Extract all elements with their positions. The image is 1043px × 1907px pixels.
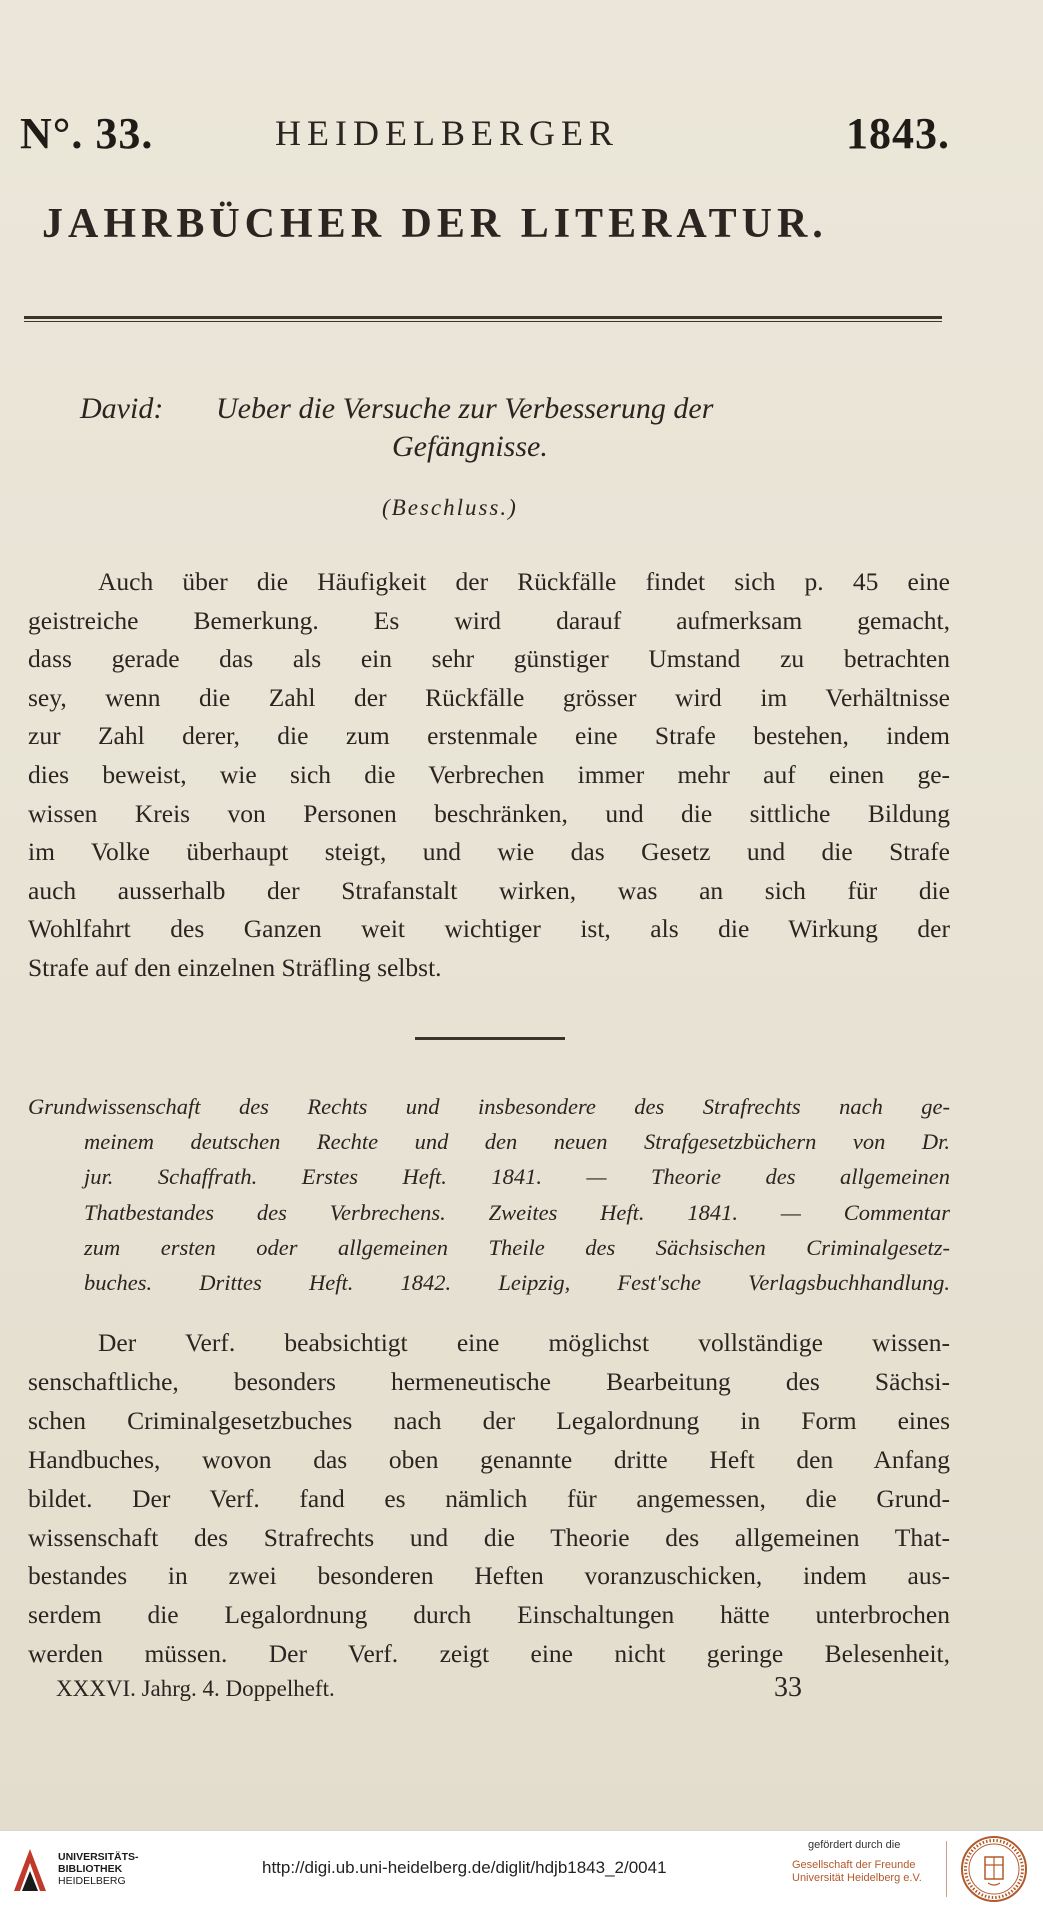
- article-title-line-2: Gefängnisse.: [392, 430, 548, 463]
- volume-signature: XXXVI. Jahrg. 4. Doppelheft.: [56, 1676, 335, 1701]
- text-line: werden müssen. Der Verf. zeigt eine nicht geringe Belesenheit,: [28, 1639, 950, 1669]
- article-author: David:: [80, 392, 164, 425]
- conclusion-note: (Beschluss.): [382, 495, 518, 520]
- text-line: serdem die Legalordnung durch Einschaltungen hätte unterbrochen: [28, 1600, 950, 1630]
- reference-line: buches. Drittes Heft. 1842. Leipzig, Fest'sche Verlagsbuchhandlung.: [84, 1270, 950, 1296]
- text-line: schen Criminalgesetzbuches nach der Legalordnung in Form eines: [28, 1405, 950, 1435]
- university-seal-icon: [960, 1835, 1028, 1903]
- issue-year: 1843.: [846, 109, 950, 158]
- reference-line: meinem deutschen Rechte und den neuen Strafgesetzbüchern von Dr.: [84, 1129, 950, 1155]
- sponsor-credit: [792, 1839, 922, 1885]
- text-line: geistreiche Bemerkung. Es wird darauf aufmerksam gemacht,: [28, 605, 950, 635]
- text-line: wissenschaft des Strafrechts und die Theorie des allgemeinen That-: [28, 1522, 950, 1552]
- reference-line: zum ersten oder allgemeinen Theile des Sächsischen Criminalgesetz-: [84, 1234, 950, 1260]
- text-line: Der Verf. beabsichtigt eine möglichst vollständige wissen-: [98, 1328, 950, 1357]
- text-line: sey, wenn die Zahl der Rückfälle grösser wird im Verhältnisse: [28, 682, 950, 712]
- text-line: im Volke überhaupt steigt, und wie das Gesetz und die Strafe: [28, 837, 950, 867]
- permalink-link[interactable]: http://digi.ub.uni-heidelberg.de/diglit/hdjb1843_2/0041: [262, 1858, 667, 1877]
- article-body-2: [28, 1324, 950, 1674]
- text-line: wissen Kreis von Personen beschränken, und die sittliche Bildung: [28, 798, 950, 828]
- text-line: dass gerade das als ein sehr günstiger Umstand zu betrachten: [28, 644, 950, 674]
- masthead-rule: [24, 316, 942, 322]
- reference-line: Thatbestandes des Verbrechens. Zweites Heft. 1841. — Commentar: [84, 1199, 950, 1225]
- text-line: Handbuches, wovon das oben genannte dritte Heft den Anfang: [28, 1444, 950, 1474]
- text-line: bildet. Der Verf. fand es nämlich für angemessen, die Grund-: [28, 1483, 950, 1513]
- issue-number: N°. 33.: [20, 109, 154, 158]
- text-line: Wohlfahrt des Ganzen weit wichtiger ist, als die Wirkung der: [28, 914, 950, 944]
- sheet-number: 33: [774, 1672, 802, 1703]
- text-line: auch ausserhalb der Strafanstalt wirken, was an sich für die: [28, 875, 950, 905]
- text-line: senschaftliche, besonders hermeneutische Bearbeitung des Sächsi-: [28, 1366, 950, 1396]
- text-line: bestandes in zwei besonderen Heften voranzuschicken, indem aus-: [28, 1561, 950, 1591]
- section-divider: [415, 1037, 565, 1040]
- sponsor-heading: gefördert durch die: [808, 1839, 901, 1851]
- reference-line: jur. Schaffrath. Erstes Heft. 1841. — Theorie des allgemeinen: [84, 1164, 950, 1190]
- reference-line: Grundwissenschaft des Rechts und insbesondere des Strafrechts nach ge-: [28, 1094, 950, 1119]
- footer-divider: [946, 1841, 947, 1897]
- journal-title: JAHRBÜCHER DER LITERATUR.: [42, 201, 828, 247]
- text-line: Auch über die Häufigkeit der Rückfälle findet sich p. 45 eine: [98, 567, 950, 596]
- masthead: [20, 108, 950, 164]
- text-line: zur Zahl derer, die zum erstenmale eine Strafe bestehen, indem: [28, 721, 950, 751]
- article-body-1: [28, 563, 950, 988]
- library-name: [58, 1851, 139, 1887]
- book-reference: [28, 1089, 950, 1300]
- library-name-line: UNIVERSITÄTS-: [58, 1851, 139, 1863]
- sponsor-name-line: Gesellschaft der Freunde: [792, 1859, 916, 1871]
- text-line: Strafe auf den einzelnen Sträfling selbst.: [28, 952, 442, 982]
- library-name-line: HEIDELBERG: [58, 1875, 126, 1887]
- library-logo-icon: [10, 1845, 50, 1895]
- library-name-line: BIBLIOTHEK: [58, 1863, 123, 1875]
- masthead-title: HEIDELBERGER: [275, 113, 619, 153]
- digitization-footer: [0, 1830, 1043, 1907]
- sponsor-name-line: Universität Heidelberg e.V.: [792, 1872, 922, 1884]
- text-line: dies beweist, wie sich die Verbrechen immer mehr auf einen ge-: [28, 759, 950, 789]
- article-title-line-1: Ueber die Versuche zur Verbesserung der: [216, 392, 714, 425]
